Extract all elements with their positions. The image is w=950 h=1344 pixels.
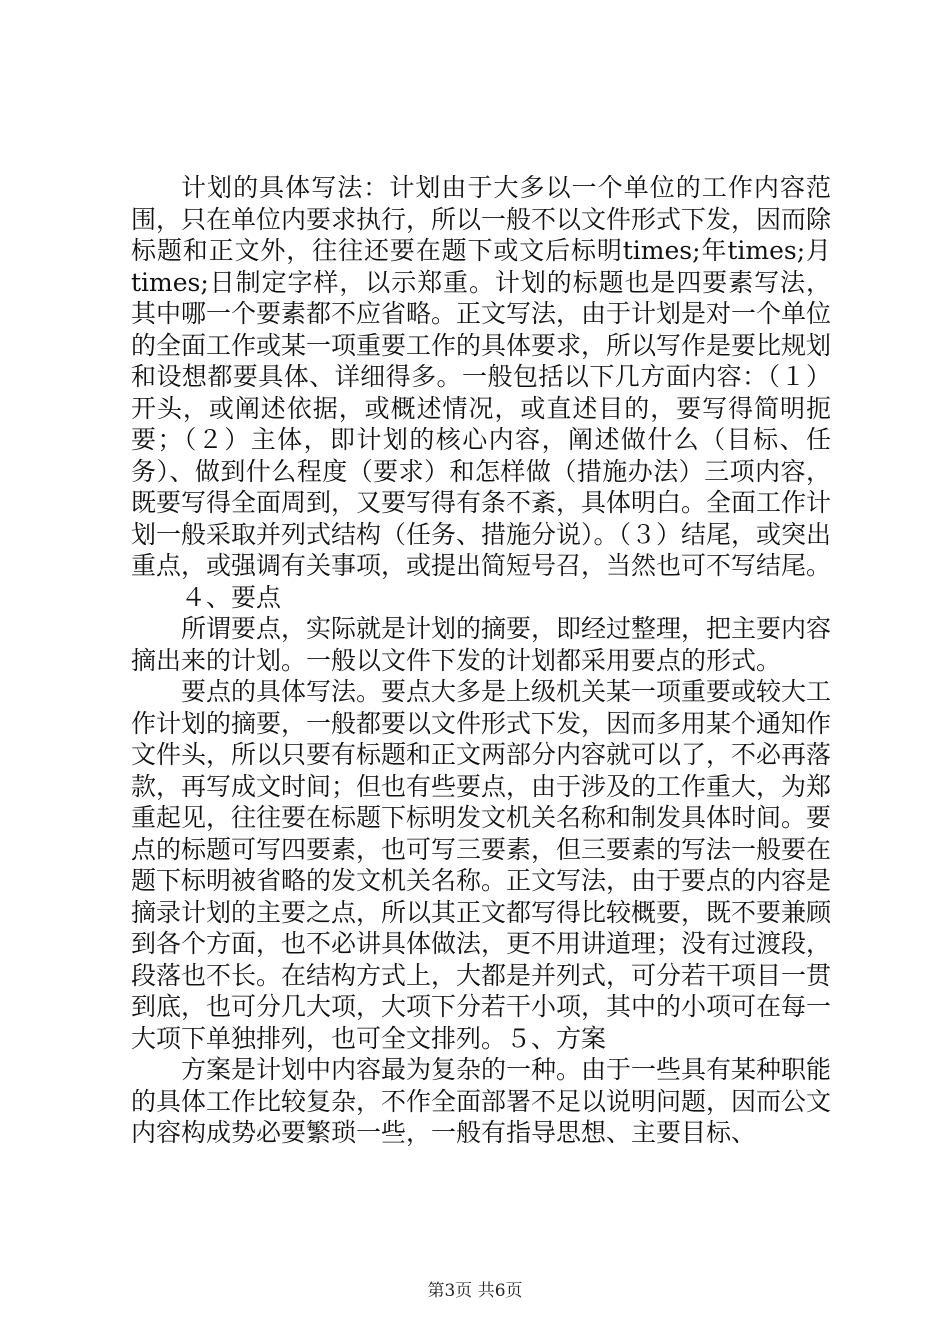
paragraph-plan-writing: 计划的具体写法：计划由于大多以一个单位的工作内容范围，只在单位内要求执行，所以一般不以文件形式下发，因而除标题和正文外，往往还要在题下或文后标明times;年times;月times;日制定字样，以示郑重。计划的标题也是四要素写法，其中哪一个要素都不应省略。正文写法，由于计划是对一个单位的全面工作或某一项重要工作的具体要求，所以写作是要比规划和设想都要具体、详细得多。一般包括以下几方面内容：（１）开头，或阐述依据，或概述情况，或直述目的，要写得简明扼要；（２）主体，即计划的核心内容，阐述做什么（目标、任务）、做到什么程度（要求）和怎样做（措施办法）三项内容，既要写得全面周到，又要写得有条不紊，具体明白。全面工作计划一般采取并列式结构（任务、措施分说）。（３）结尾，或突出重点，或强调有关事项，或提出简短号召，当然也可不写结尾。 xyxy=(131,173,832,580)
section-heading-key-points: ４、要点 xyxy=(181,582,282,612)
page-number-footer: 第3页 共6页 xyxy=(427,1281,523,1301)
paragraph-key-points-definition: 所谓要点，实际就是计划的摘要，即经过整理，把主要内容摘出来的计划。一般以文件下发的计划都采用要点的形式。 xyxy=(131,614,832,675)
paragraph-key-points-writing: 要点的具体写法。要点大多是上级机关某一项重要或较大工作计划的摘要，一般都要以文件形式下发，因而多用某个通知作文件头，所以只要有标题和正文两部分内容就可以了，不必再落款，再写成文时间；但也有些要点，由于涉及的工作重大，为郑重起见，往往要在标题下标明发文机关名称和制发具体时间。要点的标题可写四要素，也可写三要素，但三要素的写法一般要在题下标明被省略的发文机关名称。正文写法，由于要点的内容是摘录计划的主要之点，所以其正文都写得比较概要，既不要兼顾到各个方面，也不必讲具体做法，更不用讲道理；没有过渡段，段落也不长。在结构方式上，大都是并列式，可分若干项目一贯到底，也可分几大项，大项下分若干小项，其中的小项可在每一大项下单独排列，也可全文排列。５、方案 xyxy=(131,677,832,1053)
document-body xyxy=(131,172,831,1149)
paragraph-scheme: 方案是计划中内容最为复杂的一种。由于一些具有某种职能的具体工作比较复杂，不作全面部署不足以说明问题，因而公文内容构成势必要繁琐一些，一般有指导思想、主要目标、 xyxy=(131,1055,832,1147)
